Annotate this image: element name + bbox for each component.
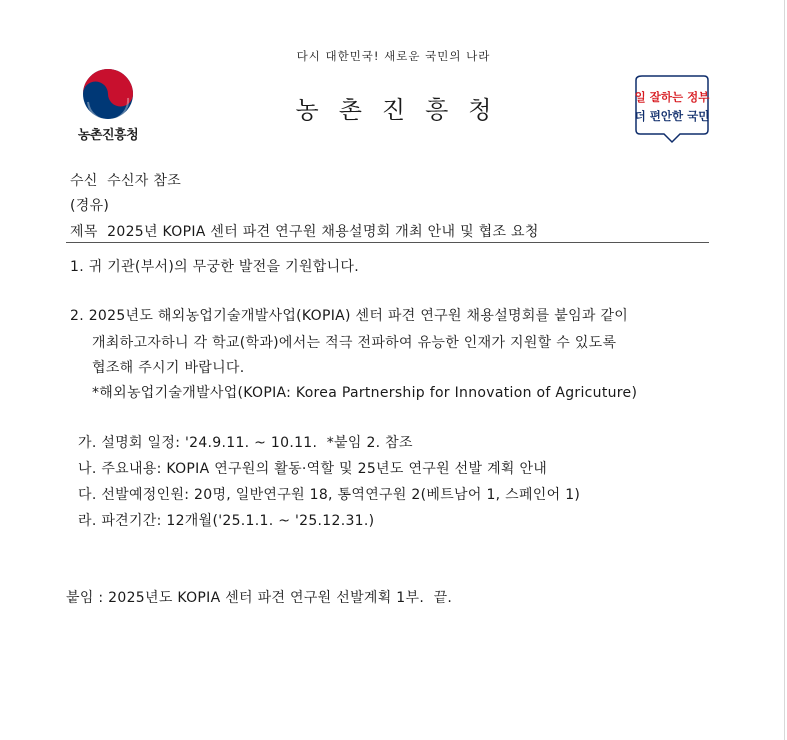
subject-divider — [66, 242, 709, 243]
title-char: 농 — [295, 96, 319, 124]
subject-line: 제목 2025년 KOPIA 센터 파견 연구원 채용설명회 개최 안내 및 협조 요청 — [70, 224, 539, 240]
government-slogan: 다시 대한민국! 새로운 국민의 나라 — [296, 49, 491, 63]
list-item: 라. 파견기간: 12개월('25.1.1. ~ '25.12.31.) — [78, 513, 375, 529]
list-item: 나. 주요내용: KOPIA 연구원의 활동·역할 및 25년도 연구원 선발 계획 안내 — [78, 461, 548, 477]
government-campaign-badge — [634, 73, 710, 145]
title-char: 청 — [468, 96, 492, 124]
title-char: 흥 — [425, 96, 449, 124]
via-line: (경유) — [70, 198, 110, 214]
title-char: 진 — [381, 96, 406, 124]
paragraph-2-line-3: 협조해 주시기 바랍니다. — [92, 360, 245, 376]
recipient-line: 수신 수신자 참조 — [70, 173, 182, 189]
paragraph-2-note: *해외농업기술개발사업(KOPIA: Korea Partnership for Innovation of Agricuture) — [92, 385, 638, 401]
attachment-line: 붙임 : 2025년도 KOPIA 센터 파견 연구원 선발계획 1부. 끝. — [66, 590, 453, 606]
badge-line-1: 일 잘하는 정부 — [634, 90, 710, 104]
list-item: 가. 설명회 일정: '24.9.11. ~ 10.11. *붙임 2. 참조 — [78, 435, 413, 451]
paragraph-2-line-2: 개최하고자하니 각 학교(학과)에서는 적극 전파하여 유능한 인재가 지원할 수 있도록 — [92, 335, 617, 351]
paragraph-1: 1. 귀 기관(부서)의 무궁한 발전을 기원합니다. — [70, 259, 359, 275]
speech-bubble-badge-icon — [634, 73, 710, 145]
badge-line-2: 더 편안한 국민 — [634, 109, 710, 123]
paragraph-2-line-1: 2. 2025년도 해외농업기술개발사업(KOPIA) 센터 파견 연구원 채용설명회를 붙임과 같이 — [70, 308, 629, 324]
title-char: 촌 — [338, 96, 362, 124]
list-item: 다. 선발예정인원: 20명, 일반연구원 18, 통역연구원 2(베트남어 1, 스페인어 1) — [78, 487, 581, 503]
logo-label: 농촌진흥청 — [77, 128, 139, 143]
